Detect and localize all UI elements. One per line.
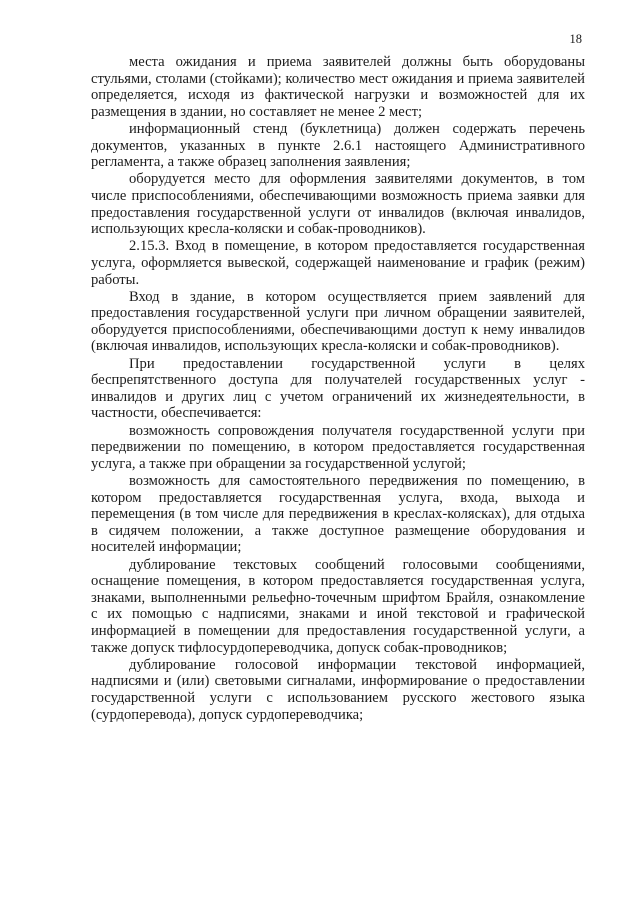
page-number: 18: [569, 32, 582, 46]
paragraph-independent-movement: возможность для самостоятельного передвижения по помещению, в котором предоставляется государственная услуга, входа, выхода и перемещения (в том числе для передвижения в креслах-колясках), для отдыха в сидячем положении, а также доступное размещение оборудования и носителей информации;: [91, 473, 585, 556]
paragraph-accessibility-intro: При предоставлении государственной услуги в целях беспрепятственного доступа для получателей государственных услуг - инвалидов и других лиц с учетом ограничений их жизнедеятельности, в частности, обеспечивается:: [91, 355, 585, 422]
paragraph-voice-to-text: дублирование голосовой информации текстовой информацией, надписями и (или) световыми сигналами, информирование о предоставлении государственной услуги с использованием русского жестового языка (сурдоперевода), допуск сурдопереводчика;: [91, 656, 585, 723]
paragraph-info-stand: информационный стенд (буклетница) должен содержать перечень документов, указанных в пункте 2.6.1 настоящего Административного регламента, а также образец заполнения заявления;: [91, 120, 585, 171]
paragraph-building-entrance: Вход в здание, в котором осуществляется прием заявлений для предоставления государственной услуги при личном обращении заявителей, оборудуется приспособлениями, обеспечивающими доступ к нему инвалидов (включая инвалидов, использующих кресла-коляски и собак-проводников).: [91, 288, 585, 355]
paragraph-section-2-15-3: 2.15.3. Вход в помещение, в котором предоставляется государственная услуга, оформляется вывеской, содержащей наименование и график (режим) работы.: [91, 238, 585, 288]
paragraph-waiting-areas: места ожидания и приема заявителей должны быть оборудованы стульями, столами (стойками); количество мест ожидания и приема заявителей определяется, исходя из фактической нагрузки и возможностей для их размещения в здании, но составляет не менее 2 мест;: [91, 54, 585, 120]
paragraph-text-to-voice: дублирование текстовых сообщений голосовыми сообщениями, оснащение помещения, в котором предоставляется государственная услуга, знаками, выполненными рельефно-точечным шрифтом Брайля, ознакомление с их помощью с надписями, знаками и иной текстовой и графической информацией в помещении для предоставления государственной услуги, а также допуск тифлосурдопереводчика, допуск собак-проводников;: [91, 556, 585, 656]
paragraph-document-desk: оборудуется место для оформления заявителями документов, в том числе приспособлениями, обеспечивающими возможность приема заявки для предоставления государственной услуги от инвалидов (включая инвалидов, использующих кресла-коляски и собак-проводников).: [91, 171, 585, 238]
document-body: [91, 54, 585, 723]
paragraph-escort: возможность сопровождения получателя государственной услуги при передвижении по помещению, в котором предоставляется государственная услуга, а также при обращении за государственной услугой;: [91, 422, 585, 472]
